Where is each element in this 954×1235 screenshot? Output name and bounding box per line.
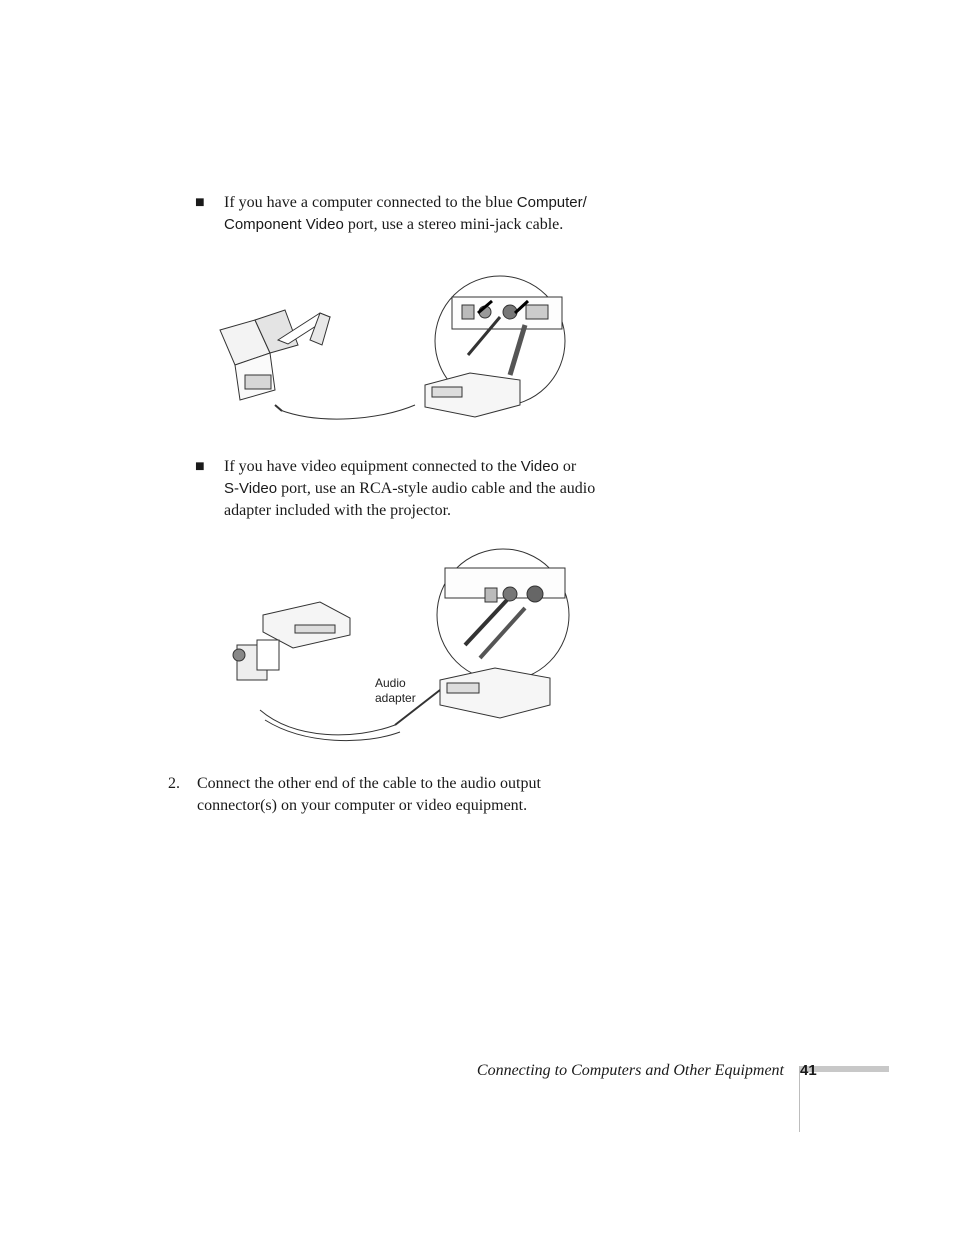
rca-cable (260, 710, 395, 735)
port-name: Component Video (224, 216, 344, 233)
port-name: Computer/ (516, 194, 587, 211)
monitor-icon (220, 310, 298, 400)
figure-computer-connection (210, 255, 590, 435)
bullet-marker: ■ (195, 458, 205, 475)
step-text (197, 773, 617, 817)
text: adapter included with the projector. (224, 502, 452, 519)
text: or (558, 458, 577, 475)
bullet-text-2 (224, 456, 624, 522)
step-number: 2. (168, 775, 180, 792)
callout-line: adapter (375, 691, 416, 705)
camcorder-icon (233, 640, 279, 680)
text: port, use an RCA-style audio cable and the audio (277, 480, 596, 497)
projector-icon (425, 373, 520, 417)
projector-icon (440, 668, 550, 718)
text: connector(s) on your computer or video equipment. (197, 797, 528, 814)
port-name: S-Video (224, 480, 278, 497)
text: Connect the other end of the cable to the audio output (197, 775, 541, 792)
text: If you have video equipment connected to the (224, 458, 521, 475)
audio-cable (280, 405, 415, 419)
audio-adapter-label (375, 676, 416, 706)
bullet-text-1 (224, 192, 624, 236)
page-number: 41 (800, 1062, 817, 1079)
port-name: Video (520, 458, 559, 475)
running-footer-title: Connecting to Computers and Other Equipment (476, 1062, 784, 1079)
text: If you have a computer connected to the blue (224, 194, 517, 211)
text: port, use a stereo mini-jack cable. (343, 216, 564, 233)
figure-video-connection (225, 540, 585, 750)
callout-line: Audio (375, 676, 406, 690)
bullet-marker: ■ (195, 194, 205, 211)
